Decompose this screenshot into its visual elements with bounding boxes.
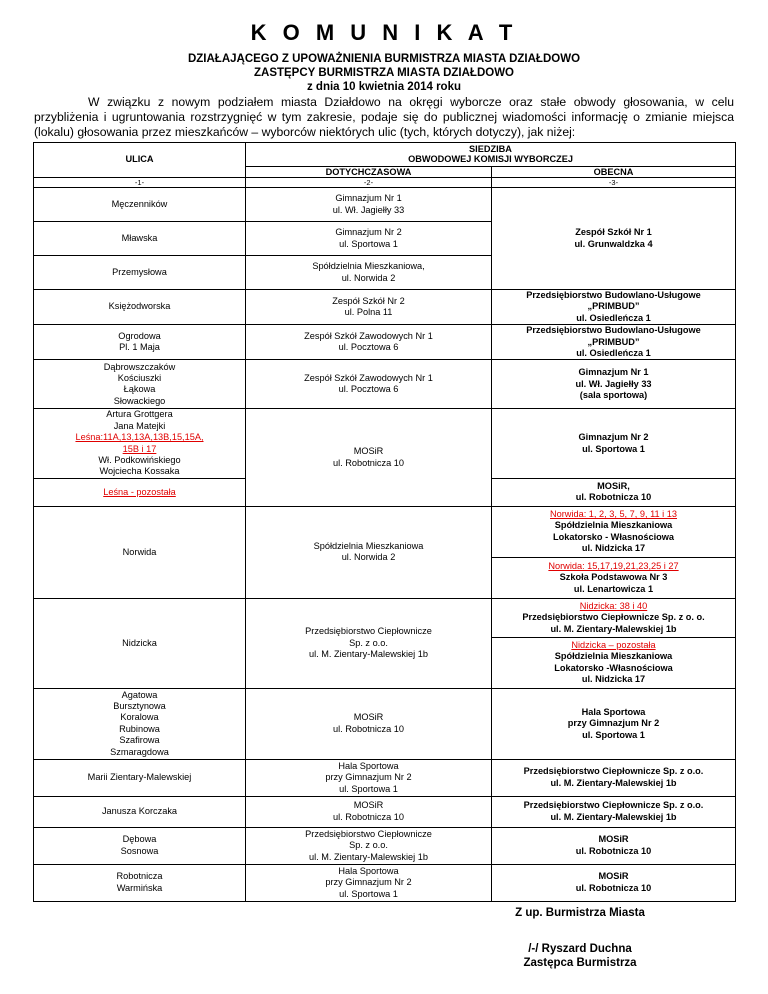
header-line-1: DZIAŁAJĄCEGO Z UPOWAŻNIENIA BURMISTRZA MIASTA DZIAŁDOWO: [187, 53, 581, 65]
old-station-cell: Spółdzielnia Mieszkaniowa, ul. Norwida 2: [246, 256, 492, 290]
old-station-cell: MOSiR ul. Robotnicza 10: [246, 688, 492, 759]
table-row: [34, 188, 736, 222]
table-row: [34, 796, 736, 827]
header-obecna: OBECNA: [492, 166, 736, 177]
new-station-cell: Przedsiębiorstwo Budowlano-Usługowe „PRIMBUD” ul. Osiedleńcza 1: [492, 325, 736, 360]
new-station-cell: Zespół Szkół Nr 1 ul. Grunwaldzka 4: [492, 188, 736, 290]
old-station-cell: Gimnazjum Nr 2 ul. Sportowa 1: [246, 222, 492, 256]
table-row: [34, 827, 736, 864]
new-station-cell: Przedsiębiorstwo Ciepłownicze Sp. z o.o. ul. M. Zientary-Malewskiej 1b: [492, 759, 736, 796]
old-station-cell: Zespół Szkół Nr 2 ul. Polna 11: [246, 290, 492, 325]
table-row: [34, 688, 736, 759]
table-row: [34, 409, 736, 478]
new-station-cell: MOSiR ul. Robotnicza 10: [492, 864, 736, 901]
signature-line-1: Z up. Burmistrza Miasta: [515, 907, 645, 919]
new-station-cell: Gimnazjum Nr 2 ul. Sportowa 1: [492, 409, 736, 478]
street-cell: Dębowa Sosnowa: [34, 827, 246, 864]
street-cell: Marii Zientary-Malewskiej: [34, 759, 246, 796]
old-station-cell: Zespół Szkół Zawodowych Nr 1 ul. Pocztowa 6: [246, 360, 492, 409]
header-siedziba: SIEDZIBA OBWODOWEJ KOMISJI WYBORCZEJ: [246, 143, 736, 167]
street-cell: Janusza Korczaka: [34, 796, 246, 827]
street-cell: Agatowa Bursztynowa Koralowa Rubinowa Szafirowa Szmaragdowa: [34, 688, 246, 759]
old-station-cell: Przedsiębiorstwo Ciepłownicze Sp. z o.o. ul. M. Zientary-Malewskiej 1b: [246, 827, 492, 864]
intro-paragraph: W związku z nowym podziałem miasta Działdowo na okręgi wyborcze oraz stałe obwody głosowania, w celu przybliżenia i ugruntowania rozstrzygnięć w tym zakresie, podaje się do publicznej wiadomości informację o zmianie miejsca (lokalu) głosowania przez mieszkańców – wyborców niektórych ulic (tych, których dotyczy), jak niżej:: [34, 95, 734, 139]
street-cell: Księżodworska: [34, 290, 246, 325]
header-dotychczasowa: DOTYCHCZASOWA: [246, 166, 492, 177]
document-title: K O M U N I K A T: [250, 20, 518, 45]
new-station-cell: MOSiR ul. Robotnicza 10: [492, 827, 736, 864]
new-station-cell: Nidzicka: 38 i 40 Przedsiębiorstwo Ciepłownicze Sp. z o. o. ul. M. Zientary-Malewskiej 1b: [492, 598, 736, 637]
street-cell: Ogrodowa Pl. 1 Maja: [34, 325, 246, 360]
new-station-cell: Norwida: 1, 2, 3, 5, 7, 9, 11 i 13 Spółdzielnia Mieszkaniowa Lokatorsko - Własnościowa ul. Nidzicka 17: [492, 506, 736, 557]
old-station-cell: MOSiR ul. Robotnicza 10: [246, 796, 492, 827]
col-num-2: -2-: [246, 178, 492, 188]
old-station-cell: Hala Sportowa przy Gimnazjum Nr 2 ul. Sportowa 1: [246, 864, 492, 901]
old-station-cell: Hala Sportowa przy Gimnazjum Nr 2 ul. Sportowa 1: [246, 759, 492, 796]
new-station-cell: Przedsiębiorstwo Ciepłownicze Sp. z o.o. ul. M. Zientary-Malewskiej 1b: [492, 796, 736, 827]
signature-name: /-/ Ryszard Duchna: [528, 943, 632, 955]
street-cell: Mławska: [34, 222, 246, 256]
new-station-cell: Hala Sportowa przy Gimnazjum Nr 2 ul. Sportowa 1: [492, 688, 736, 759]
street-cell: Leśna - pozostała: [34, 478, 246, 506]
new-station-cell: Gimnazjum Nr 1 ul. Wł. Jagiełły 33 (sala sportowa): [492, 360, 736, 409]
old-station-cell: MOSiR ul. Robotnicza 10: [246, 409, 492, 506]
street-cell: Męczenników: [34, 188, 246, 222]
old-station-cell: Gimnazjum Nr 1 ul. Wł. Jagiełły 33: [246, 188, 492, 222]
column-number-row: [34, 178, 736, 188]
table-row: [34, 360, 736, 409]
col-num-3: -3-: [492, 178, 736, 188]
street-cell: Artura Grottgera Jana Matejki Leśna:11A,13,13A,13B,15,15A, 15B i 17 Wł. Podkowińskiego Wojciecha Kossaka: [34, 409, 246, 478]
street-cell: Przemysłowa: [34, 256, 246, 290]
table-row: [34, 325, 736, 360]
new-station-cell: Norwida: 15,17,19,21,23,25 i 27 Szkoła Podstawowa Nr 3 ul. Lenartowicza 1: [492, 557, 736, 598]
street-cell: Norwida: [34, 506, 246, 598]
table-row: [34, 759, 736, 796]
street-cell: Nidzicka: [34, 598, 246, 688]
table-header-row: [34, 143, 736, 167]
street-cell: Robotnicza Warmińska: [34, 864, 246, 901]
table-row: [34, 290, 736, 325]
table-row: [34, 864, 736, 901]
old-station-cell: Przedsiębiorstwo Ciepłownicze Sp. z o.o. ul. M. Zientary-Malewskiej 1b: [246, 598, 492, 688]
header-date: z dnia 10 kwietnia 2014 roku: [306, 81, 462, 93]
new-station-cell: MOSiR, ul. Robotnicza 10: [492, 478, 736, 506]
polling-stations-table: [33, 142, 736, 902]
signature-role: Zastępca Burmistrza: [523, 957, 637, 969]
new-station-cell: Przedsiębiorstwo Budowlano-Usługowe „PRIMBUD” ul. Osiedleńcza 1: [492, 290, 736, 325]
table-row: [34, 598, 736, 637]
old-station-cell: Zespół Szkół Zawodowych Nr 1 ul. Pocztowa 6: [246, 325, 492, 360]
street-cell: Dąbrowszczaków Kościuszki Łąkowa Słowackiego: [34, 360, 246, 409]
header-line-2: ZASTĘPCY BURMISTRZA MIASTA DZIAŁDOWO: [253, 67, 514, 79]
table-row: [34, 506, 736, 557]
old-station-cell: Spółdzielnia Mieszkaniowa ul. Norwida 2: [246, 506, 492, 598]
new-station-cell: Nidzicka – pozostała Spółdzielnia Mieszkaniowa Lokatorsko -Własnościowa ul. Nidzicka 17: [492, 637, 736, 688]
col-num-1: -1-: [34, 178, 246, 188]
header-ulica: ULICA: [34, 143, 246, 178]
